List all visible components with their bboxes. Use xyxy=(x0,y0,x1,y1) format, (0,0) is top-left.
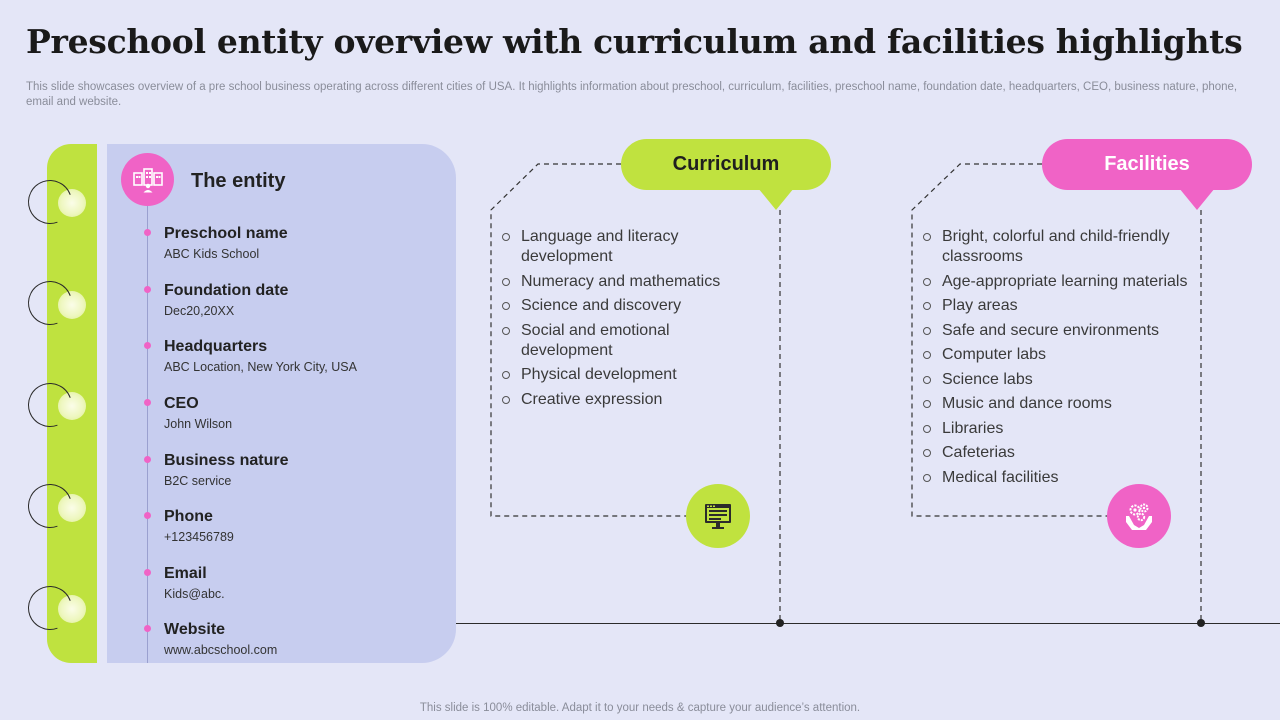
entity-item-value: B2C service xyxy=(164,474,232,488)
entity-item-label: Phone xyxy=(164,508,213,525)
list-item: Creative expression xyxy=(502,390,757,410)
entity-item-value: ABC Location, New York City, USA xyxy=(164,360,357,374)
list-item: Science and discovery xyxy=(502,296,757,316)
list-item: Music and dance rooms xyxy=(923,394,1198,414)
list-item: Numeracy and mathematics xyxy=(502,272,757,292)
entity-item-label: Preschool name xyxy=(164,225,288,242)
curriculum-list xyxy=(502,227,757,414)
list-item: Bright, colorful and child-friendly classrooms xyxy=(923,227,1198,267)
list-item: Computer labs xyxy=(923,345,1198,365)
bullet-dot xyxy=(144,342,151,349)
list-item: Physical development xyxy=(502,365,757,385)
entity-item-value: +123456789 xyxy=(164,530,234,544)
entity-title: The entity xyxy=(191,170,286,192)
entity-item xyxy=(164,394,232,432)
baseline xyxy=(456,623,1280,625)
page-subtitle: This slide showcases overview of a pre school business operating across different cities of USA. It highlights information about preschool, curriculum, facilities, preschool name, foundation date, headquarters, CEO, business nature, phone, email and website. xyxy=(26,81,1238,108)
facilities-list xyxy=(923,227,1198,492)
entity-item xyxy=(164,507,234,545)
facilities-title: Facilities xyxy=(1104,153,1190,175)
list-item: Social and emotional development xyxy=(502,321,757,361)
entity-item-label: Headquarters xyxy=(164,338,268,355)
computer-screen-icon xyxy=(686,484,750,548)
entity-item xyxy=(164,281,288,319)
entity-item-value: ABC Kids School xyxy=(164,247,260,261)
entity-item xyxy=(164,620,277,658)
timeline-marker xyxy=(776,619,784,627)
entity-item-label: Website xyxy=(164,621,226,638)
entity-item-value: Dec20,20XX xyxy=(164,304,235,318)
entity-item xyxy=(164,224,288,262)
entity-item-label: Email xyxy=(164,565,207,582)
curriculum-title: Curriculum xyxy=(672,153,780,175)
entity-item xyxy=(164,337,357,375)
list-item: Play areas xyxy=(923,296,1198,316)
list-item: Language and literacy development xyxy=(502,227,757,267)
entity-item xyxy=(164,451,288,489)
entity-item-value: Kids@abc. xyxy=(164,587,225,601)
list-item: Science labs xyxy=(923,370,1198,390)
entity-item-value: www.abcschool.com xyxy=(164,643,278,657)
entity-item-label: CEO xyxy=(164,395,199,412)
facilities-heading xyxy=(1042,139,1252,190)
list-item: Safe and secure environments xyxy=(923,321,1198,341)
entity-item-label: Foundation date xyxy=(164,282,289,299)
list-item: Age-appropriate learning materials xyxy=(923,272,1198,292)
list-item: Libraries xyxy=(923,419,1198,439)
timeline-marker xyxy=(1197,619,1205,627)
list-item: Medical facilities xyxy=(923,468,1198,488)
pill-pointer xyxy=(1179,188,1215,210)
bullet-dot xyxy=(144,229,151,236)
bullet-dot xyxy=(144,569,151,576)
bullet-dot xyxy=(144,399,151,406)
pill-pointer xyxy=(758,188,794,210)
entity-panel xyxy=(107,144,456,663)
page-title: Preschool entity overview with curriculum and facilities highlights xyxy=(26,22,1243,61)
list-item: Cafeterias xyxy=(923,443,1198,463)
bullet-dot xyxy=(144,286,151,293)
entity-item xyxy=(164,564,225,602)
hands-gears-icon xyxy=(1107,484,1171,548)
bullet-dot xyxy=(144,512,151,519)
entity-item-label: Business nature xyxy=(164,452,289,469)
bullet-dot xyxy=(144,625,151,632)
entity-timeline xyxy=(147,206,149,663)
footer-note: This slide is 100% editable. Adapt it to your needs & capture your audience’s attention. xyxy=(419,702,861,714)
curriculum-heading xyxy=(621,139,831,190)
buildings-icon xyxy=(121,153,174,206)
bullet-dot xyxy=(144,456,151,463)
entity-item-value: John Wilson xyxy=(164,417,233,431)
